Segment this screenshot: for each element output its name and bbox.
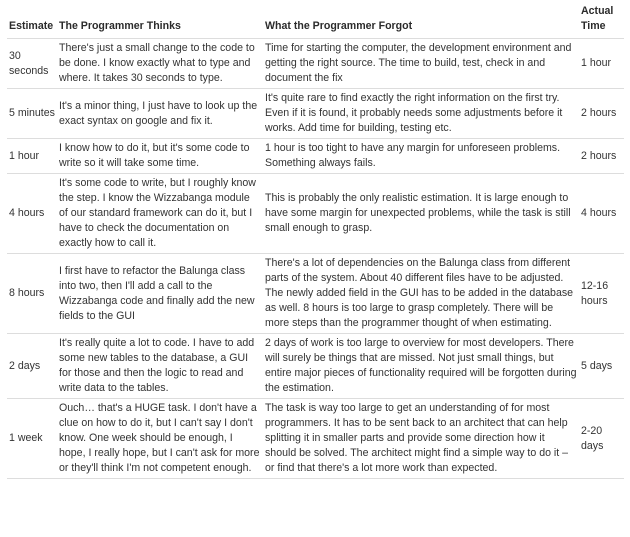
cell-actual: 2-20 days (581, 424, 604, 452)
cell-estimate: 2 days (9, 359, 41, 372)
cell-forgot: There's a lot of dependencies on the Balunga class from different parts of the system. About 40 different files have to be adjusted. The newly added field in the GUI has to be added in the database as well. 8 hours is too large to grasp completely. There will be more steps than the programmer thought of when estimating. (265, 257, 574, 329)
header-row (7, 2, 624, 39)
cell-estimate: 1 week (9, 432, 43, 444)
cell-actual: 2 hours (581, 149, 617, 162)
cell-estimate: 1 hour (9, 149, 40, 162)
cell-thinks: Ouch… that's a HUGE task. I don't have a clue on how to do it, but I can't say I don't know. One week should be enough, I hope, I really hope, but I can't ask for more or they'll think I'm not competent enough. (59, 402, 260, 474)
cell-thinks: I know how to do it, but it's some code to write so it will take some time. (59, 142, 250, 169)
cell-thinks: It's some code to write, but I roughly know the step. I know the Wizzabanga module of our standard framework can do it, but I have to check the documentation on exactly how to call it. (59, 177, 256, 249)
cell-forgot: Time for starting the computer, the development environment and getting the right source. The time to build, test, check in and document the fix (265, 42, 572, 84)
cell-forgot: It's quite rare to find exactly the right information on the first try. Even if it is found, it probably needs some adjustments before it works. Add time for building, testing etc. (265, 92, 563, 134)
table-row (7, 139, 624, 174)
table-row (7, 39, 624, 89)
cell-estimate: 30 seconds (9, 49, 49, 77)
cell-actual: 4 hours (581, 207, 617, 219)
table-row (7, 89, 624, 139)
cell-thinks: There's just a small change to the code to be done. I know exactly what to type and where. It takes 30 seconds to type. (59, 42, 255, 84)
cell-forgot: 1 hour is too tight to have any margin for unforeseen problems. Something always fails. (265, 142, 561, 169)
header-programmer-thinks: The Programmer Thinks (59, 20, 181, 32)
cell-forgot: 2 days of work is too large to overview for most developers. There will surely be things that are missed. Not just small things, but entire major pieces of functionality required will be forgotten during the estimation. (265, 337, 577, 394)
header-estimate: Estimate (9, 20, 54, 32)
table-row (7, 254, 624, 334)
cell-thinks: It's a minor thing, I just have to look up the exact syntax on google and fix it. (59, 99, 258, 127)
cell-estimate: 8 hours (9, 287, 45, 299)
cell-actual: 5 days (581, 359, 613, 372)
header-actual-time: Actual Time (581, 5, 614, 32)
table-row (7, 174, 624, 254)
cell-thinks: It's really quite a lot to code. I have to add some new tables to the database, a GUI for those and then the logic to read and write data to the tables. (59, 337, 255, 394)
table-header (7, 2, 624, 39)
cell-estimate: 4 hours (9, 207, 45, 219)
cell-forgot: This is probably the only realistic estimation. It is large enough to have some margin for unexpected problems, while the task is still small enough to grasp. (265, 192, 571, 234)
cell-actual: 2 hours (581, 107, 617, 119)
cell-estimate: 5 minutes (9, 107, 55, 119)
cell-thinks: I first have to refactor the Balunga class into two, then I'll add a call to the Wizzabanga code and finally add the new fields to the GUI (59, 264, 255, 322)
cell-forgot: The task is way too large to get an understanding of for most programmers. It has to be sent back to an architect that can help splitting it in smaller parts and provide some direction how it should be solved. The architect might find a simple way to do it – or find that there's a lot more work than expected. (265, 402, 569, 474)
table-row (7, 399, 624, 479)
cell-actual: 1 hour (581, 57, 612, 69)
table-body (7, 39, 624, 479)
table-row (7, 334, 624, 399)
cell-actual: 12-16 hours (581, 279, 609, 307)
header-programmer-forgot: What the Programmer Forgot (265, 20, 413, 32)
estimation-table (7, 2, 624, 479)
estimation-table-container (7, 2, 624, 479)
